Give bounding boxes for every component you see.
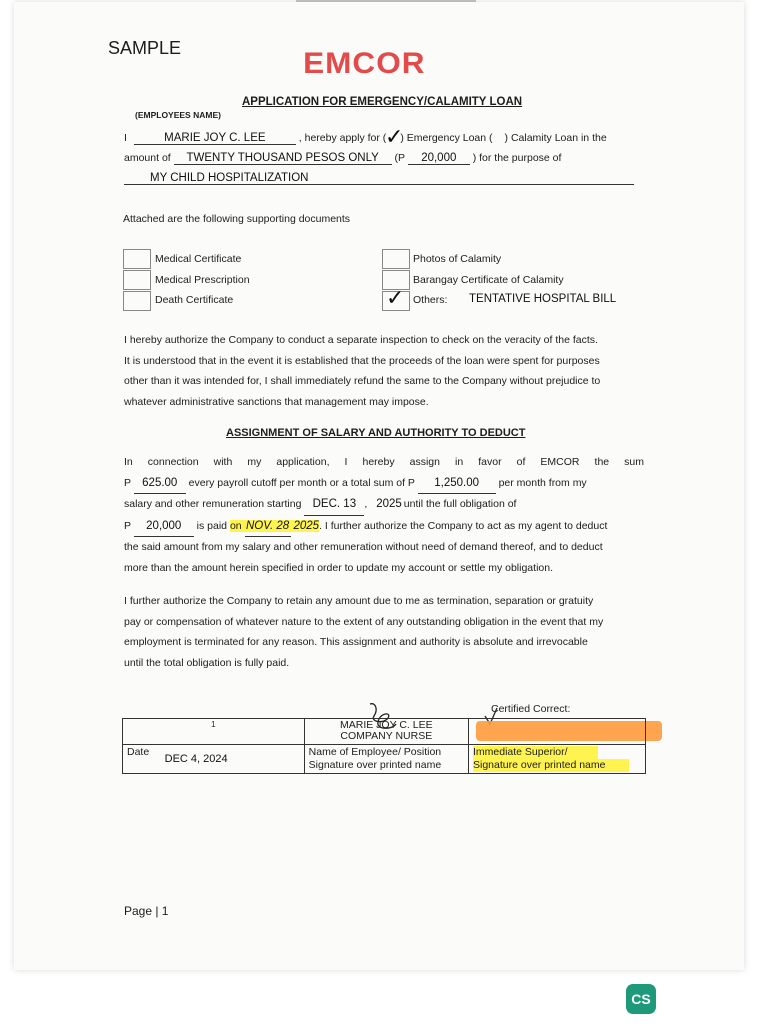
amount-number-field[interactable]: 20,000 [408,152,470,165]
superior-caption-cell: Immediate Superior/ Signature over printed name [468,745,645,774]
assignment-paragraph: In connection with my application, I hereby assign in favor of EMCOR the sum P 625.00 every payroll cutoff per month or a total sum of P 1,250.00 per month from my salary and other remuneration starting DEC. 13 , 2025 until the full obligation of P 20,000 is paid on NOV. 28 2025. I further authorize the Company to act as my agent to deduct the said amount from my salary and other remuneration without need of demand thereof, and to deduct more than the amount herein specified in order to update my account or settle my obligation. [124,456,644,574]
obligation-field[interactable]: 20,000 [134,516,194,538]
others-checkmark-icon: ✓ [386,285,405,310]
start-date-field[interactable]: DEC. 13 [304,494,364,516]
emcor-logo: EMCOR [303,47,426,80]
certified-correct-label: Certified Correct: [491,703,571,715]
paid-year-field[interactable]: 2025 [293,519,320,532]
signature-table [122,718,646,774]
doc-photos-calamity: Photos of Calamity [413,253,502,265]
doc-others: Others: [413,294,448,306]
start-year-field[interactable]: 2025 [376,498,402,510]
superior-signature-cell[interactable] [468,719,645,745]
doc-barangay-certificate: Barangay Certificate of Calamity [413,274,564,286]
doc-medical-prescription: Medical Prescription [155,274,250,286]
page-number: Page | 1 [124,904,169,918]
attached-text: Attached are the following supporting documents [123,213,351,225]
paid-date-field[interactable]: NOV. 28 [245,516,291,538]
medical-certificate-checkbox[interactable] [123,249,151,269]
apply-line: I MARIE JOY C. LEE , hereby apply for ( ) Emergency Loan ( ) Calamity Loan in the [124,132,607,144]
purpose-field[interactable]: MY CHILD HOSPITALIZATION [124,168,634,185]
medical-prescription-checkbox[interactable] [123,270,151,290]
doc-medical-certificate: Medical Certificate [155,253,242,265]
assignment-title: ASSIGNMENT OF SALARY AND AUTHORITY TO DEDUCT [226,427,526,439]
emergency-checkmark-icon: ✓ [385,124,404,149]
blank-cell: 1 [123,719,305,745]
month-amount-field[interactable]: 1,250.00 [418,473,496,495]
sample-label: SAMPLE [108,38,182,58]
authorization-paragraph: I hereby authorize the Company to conduct a separate inspection to check on the veracity of the facts. It is understood that in the event it is established that the proceeds of the loan were spent for purposes other than it was intended for, I shall immediately refund the same to the Company without prejudice to whatever administrative sanctions that management may impose. [124,334,601,408]
camscanner-badge-icon: CS [626,984,656,1014]
employee-name-cell[interactable]: MARIE JOY C. LEE COMPANY NURSE [304,719,468,745]
retain-paragraph: I further authorize the Company to retain any amount due to me as termination, separation or gratuity pay or compensation of whatever nature to the extent of any outstanding obligation in the event that my employment is terminated for any reason. This assignment and authority is absolute and irrevocable until the total obligation is fully paid. [124,595,604,669]
date-value-cell[interactable]: DEC 4, 2024 [161,745,305,774]
employee-caption-cell: Name of Employee/ Position Signature over printed name [304,745,468,774]
date-label-cell: Date [123,745,161,774]
form-title: APPLICATION FOR EMERGENCY/CALAMITY LOAN [242,96,523,108]
death-certificate-checkbox[interactable] [123,291,151,311]
doc-death-certificate: Death Certificate [155,294,234,306]
employee-name-label: (EMPLOYEES NAME) [135,110,221,120]
amount-words-field[interactable]: TWENTY THOUSAND PESOS ONLY [174,152,392,165]
employee-name-field[interactable]: MARIE JOY C. LEE [134,132,296,145]
others-value-field[interactable]: TENTATIVE HOSPITAL BILL [469,293,617,305]
amount-line: amount of TWENTY THOUSAND PESOS ONLY (P 20,000 ) for the purpose of [124,152,562,164]
photos-calamity-checkbox[interactable] [382,249,410,269]
cutoff-amount-field[interactable]: 625.00 [134,473,186,495]
